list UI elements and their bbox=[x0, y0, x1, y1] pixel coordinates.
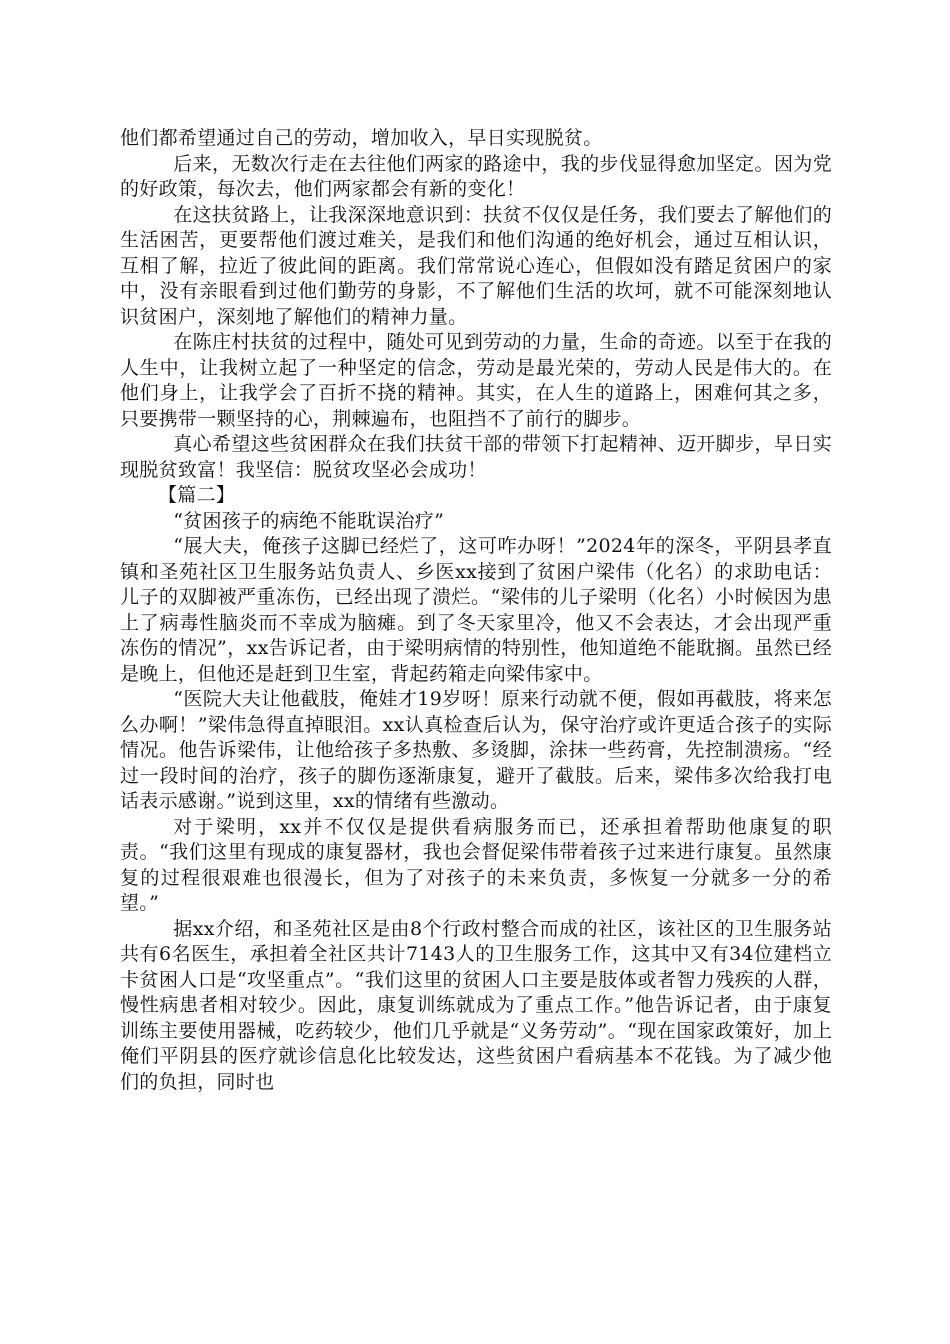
section-heading: 【篇二】 bbox=[158, 484, 236, 506]
paragraph-1: 他们都希望通过自己的劳动，增加收入，早日实现脱贫。 bbox=[120, 127, 603, 149]
paragraph-11: 据xx介绍，和圣苑社区是由8个行政村整合而成的社区，该社区的卫生服务站共有6名医生，承担着全社区共计7143人的卫生服务工作，这其中又有34位建档立卡贫困人口是“攻坚重点”。“我们这里的贫困人口主要是肢体或者智力残疾的人群，慢性病患者相对较少。因此，康复训练就成为了重点工作。”他告诉记者，由于康复训练主要使用器械，吃药较少，他们几乎就是“义务劳动”。“现在国家政策好，加上俺们平阴县的医疗就诊信息化比较发达，这些贫困户看病基本不花钱。为了减少他们的负担，同时也 bbox=[120, 917, 832, 1093]
paragraph-3: 在这扶贫路上，让我深深地意识到：扶贫不仅仅是任务，我们要去了解他们的生活困苦，更要帮他们渡过难关，是我们和他们沟通的绝好机会，通过互相认识，互相了解，拉近了彼此间的距离。我们常常说心连心，但假如没有踏足贫困户的家中，没有亲眼看到过他们勤劳的身影，不了解他们生活的坎坷，就不可能深刻地认识贫困户，深刻地了解他们的精神力量。 bbox=[120, 203, 832, 328]
paragraph-4: 在陈庄村扶贫的过程中，随处可见到劳动的力量，生命的奇迹。以至于在我的人生中，让我树立起了一种坚定的信念，劳动是最光荣的，劳动人民是伟大的。在他们身上，让我学会了百折不挠的精神。其实，在人生的道路上，困难何其之多，只要携带一颗坚持的心，荆棘遍布，也阻挡不了前行的脚步。 bbox=[120, 331, 832, 430]
document-body bbox=[120, 126, 832, 1095]
paragraph-5: 真心希望这些贫困群众在我们扶贫干部的带领下打起精神、迈开脚步，早日实现脱贫致富！我坚信：脱贫攻坚必会成功！ bbox=[120, 433, 832, 481]
paragraph-10: 对于梁明，xx并不仅仅是提供看病服务而已，还承担着帮助他康复的职责。“我们这里有现成的康复器材，我也会督促梁伟带着孩子过来进行康复。虽然康复的过程很艰难也很漫长，但为了对孩子的未来负责，多恢复一分就多一分的希望。” bbox=[120, 815, 832, 914]
paragraph-8: “展大夫，俺孩子这脚已经烂了，这可咋办呀！”2024年的深冬，平阴县孝直镇和圣苑社区卫生服务站负责人、乡医xx接到了贫困户梁伟（化名）的求助电话：儿子的双脚被严重冻伤，已经出现了溃烂。“梁伟的儿子梁明（化名）小时候因为患上了病毒性脑炎而不幸成为脑瘫。到了冬天家里冷，他又不会表达，才会出现严重冻伤的情况”，xx告诉记者，由于梁明病情的特别性，他知道绝不能耽搁。虽然已经是晚上，但他还是赶到卫生室，背起药箱走向梁伟家中。 bbox=[120, 535, 832, 685]
article-title: “贫困孩子的病绝不能耽误治疗” bbox=[173, 509, 445, 532]
paragraph-9: “医院大夫让他截肢，俺娃才19岁呀！原来行动就不便，假如再截肢，将来怎么办啊！”梁伟急得直掉眼泪。xx认真检查后认为，保守治疗或许更适合孩子的实际情况。他告诉梁伟，让他给孩子多热敷、多烫脚，涂抹一些药膏，先控制溃疡。“经过一段时间的治疗，孩子的脚伤逐渐康复，避开了截肢。后来，梁伟多次给我打电话表示感谢。”说到这里，xx的情绪有些激动。 bbox=[120, 688, 832, 812]
paragraph-2: 后来，无数次行走在去往他们两家的路途中，我的步伐显得愈加坚定。因为党的好政策，每次去，他们两家都会有新的变化！ bbox=[120, 152, 832, 200]
